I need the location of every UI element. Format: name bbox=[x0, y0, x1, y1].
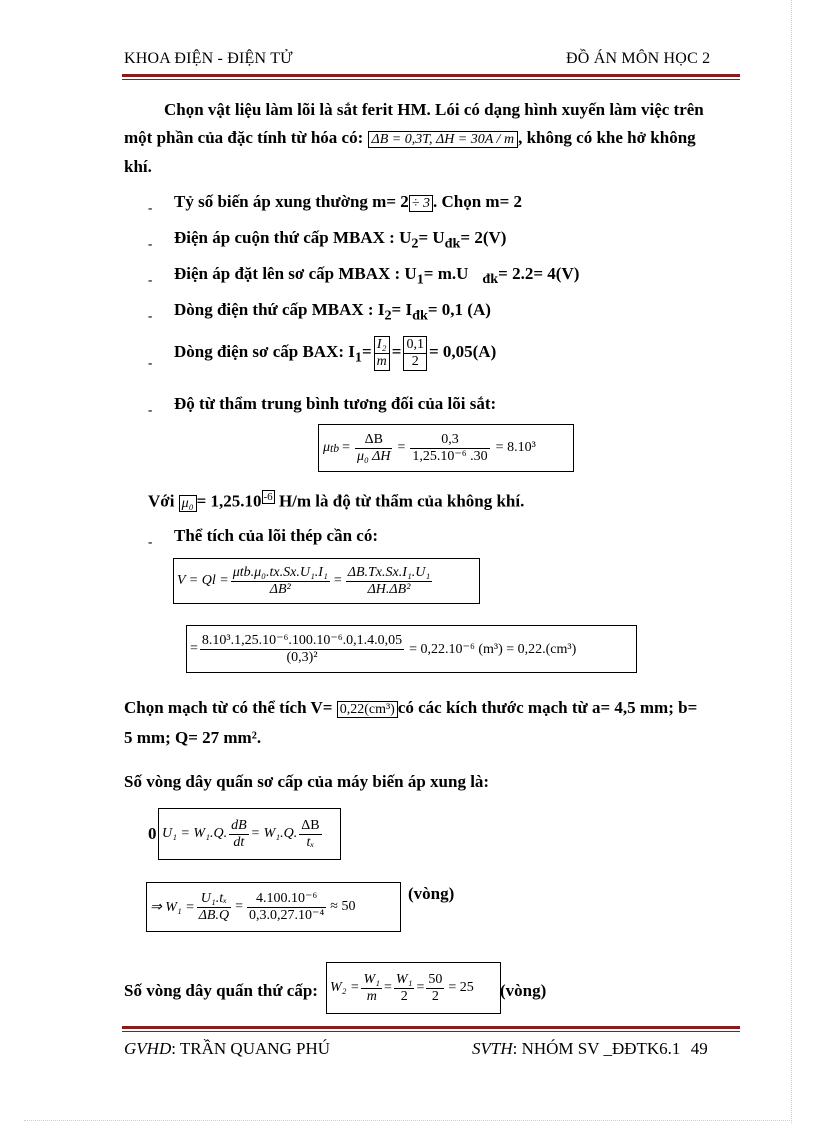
header-right: ĐỒ ÁN MÔN HỌC 2 bbox=[566, 50, 711, 67]
ratio-box: ÷ 3 bbox=[409, 195, 433, 212]
u1-prefix: 0 bbox=[148, 824, 157, 843]
i1-frac-1-den: m bbox=[376, 353, 387, 369]
u1-frac-1 bbox=[229, 818, 249, 851]
i1-eq: = bbox=[361, 342, 372, 361]
intro-line-1: Chọn vật liệu làm lõi là sắt ferit HM. Lói có dạng hình xuyến làm việc trên bbox=[164, 100, 704, 119]
u1-frac-2-den: tₓ bbox=[306, 834, 315, 850]
footer-rule bbox=[122, 1026, 740, 1032]
volume-frac-2-den: ΔH.ΔB² bbox=[367, 581, 411, 597]
volume-calc-num: 8.10³.1,25.10⁻⁶.100.10⁻⁶.0,1.4.0,05 bbox=[201, 632, 403, 648]
w2-frac-3-num: 50 bbox=[428, 971, 443, 987]
bullet-dash: - bbox=[148, 355, 153, 370]
primary-turns-heading: Số vòng dây quấn sơ cấp của máy biến áp xung là: bbox=[124, 772, 490, 791]
mu0-box: μ₀ bbox=[179, 495, 197, 512]
bullet-volume: Thể tích của lõi thép cần có: bbox=[174, 526, 378, 545]
i1-frac-1 bbox=[374, 336, 390, 371]
header-left: KHOA ĐIỆN - ĐIỆN TỬ bbox=[124, 50, 293, 67]
intro-line-2 bbox=[124, 124, 696, 154]
choose-text-a: Chọn mạch từ có thể tích V= bbox=[124, 698, 333, 717]
u2-eq: = U bbox=[418, 228, 445, 247]
bullet-ratio bbox=[174, 188, 522, 218]
volume-frac-1-num: μtb.μ₀.tx.Sx.U₁.I₁ bbox=[232, 564, 328, 580]
bullet-dash: - bbox=[148, 236, 153, 251]
mu-frac-2-den: 1,25.10⁻⁶ .30 bbox=[412, 448, 488, 464]
mu-frac-2 bbox=[410, 432, 489, 465]
i2-text: Dòng điện thứ cấp MBAX : I bbox=[174, 300, 385, 319]
choose-volume-box: 0,22(cm³) bbox=[337, 701, 398, 718]
u1-frac-2 bbox=[299, 818, 321, 851]
intro-text-a: một phần của đặc tính từ hóa có: bbox=[124, 128, 364, 147]
ratio-choice: . Chọn m= 2 bbox=[432, 192, 523, 211]
w2-frac-1-num: W₁ bbox=[363, 971, 381, 987]
mu0-text-c: H/m là độ từ thẩm của không khí. bbox=[278, 491, 525, 511]
w1-lhs: ⇒ W₁ = bbox=[150, 899, 195, 915]
volume-calc-frac bbox=[200, 633, 404, 666]
volume-frac-2 bbox=[346, 565, 433, 598]
mu-frac-1-den: μ₀ ΔH bbox=[357, 448, 391, 464]
i1-sub: 1 bbox=[354, 349, 362, 366]
volume-calc-result: = 0,22.10⁻⁶ (m³) = 0,22.(cm³) bbox=[409, 641, 577, 657]
gvhd-name: : TRẦN QUANG PHÚ bbox=[171, 1039, 331, 1058]
mu-formula-box bbox=[318, 424, 574, 472]
u1-formula-box bbox=[158, 808, 341, 860]
u1-eq: = m.U bbox=[423, 264, 469, 283]
bullet-u1 bbox=[174, 260, 579, 293]
w2-frac-1-den: m bbox=[366, 988, 377, 1004]
w2-formula-box bbox=[326, 962, 501, 1014]
footer-svth bbox=[472, 1039, 708, 1059]
volume-calc-eq: = bbox=[190, 641, 198, 656]
w1-frac-1-den: ΔB.Q bbox=[198, 907, 230, 923]
u2-val: = 2(V) bbox=[460, 228, 507, 247]
bullet-dash: - bbox=[148, 402, 153, 417]
choose-line-1 bbox=[124, 694, 697, 724]
bullet-dash: - bbox=[148, 534, 153, 549]
header-rule bbox=[122, 74, 740, 80]
w2-lhs: W₂ = bbox=[330, 980, 360, 995]
w2-eq2: = bbox=[416, 980, 425, 995]
u1-sub2: đk bbox=[482, 271, 499, 288]
w2-frac-3 bbox=[426, 972, 444, 1005]
u1-eq: = W₁.Q. bbox=[250, 826, 298, 841]
volume-calc-den: (0,3)² bbox=[286, 649, 318, 665]
w1-frac-2 bbox=[247, 891, 326, 924]
mu-frac-2-num: 0,3 bbox=[410, 432, 489, 449]
w1-frac-2-den: 0,3.0,27.10⁻⁴ bbox=[249, 907, 325, 923]
w2-frac-2-den: 2 bbox=[400, 988, 408, 1004]
bullet-dash: - bbox=[148, 272, 153, 287]
choose-text-b: có các kích thước mạch từ a= 4,5 mm; b= bbox=[397, 698, 698, 717]
w1-formula-box bbox=[146, 882, 401, 932]
i2-val: = 0,1 (A) bbox=[427, 300, 491, 319]
w1-frac-1-num: U₁.tₓ bbox=[197, 891, 231, 908]
w2-frac-2 bbox=[394, 972, 415, 1005]
footer-gvhd bbox=[124, 1039, 330, 1059]
w1-unit: (vòng) bbox=[408, 884, 455, 903]
page-number: 49 bbox=[690, 1039, 708, 1058]
mu-result: = 8.10³ bbox=[495, 440, 536, 455]
w2-result: = 25 bbox=[448, 980, 474, 995]
mu-symbol: μ bbox=[323, 440, 331, 455]
i1-val: = 0,05(A) bbox=[428, 342, 497, 361]
bullet-i2 bbox=[174, 296, 491, 329]
w2-eq1: = bbox=[384, 980, 392, 995]
u1-val: = 2.2= 4(V) bbox=[498, 264, 580, 283]
volume-eq: = bbox=[333, 573, 342, 588]
volume-formula-box bbox=[173, 558, 480, 604]
mu-frac-1 bbox=[355, 432, 392, 465]
bullet-dash: - bbox=[148, 308, 153, 323]
i1-frac-2 bbox=[403, 336, 427, 371]
i1-text: Dòng điện sơ cấp BAX: I bbox=[174, 342, 355, 361]
u2-sub: 2 bbox=[411, 235, 419, 252]
mu0-line bbox=[148, 483, 524, 518]
u1-text: Điện áp đặt lên sơ cấp MBAX : U bbox=[174, 264, 417, 283]
volume-frac-2-num: ΔB.Tx.Sx.I₁.U₁ bbox=[347, 564, 431, 580]
volume-frac-1 bbox=[231, 565, 330, 598]
page-border-bottom bbox=[24, 1120, 792, 1121]
u1-frac-1-den: dt bbox=[233, 834, 245, 850]
mu-frac-1-num: ΔB bbox=[355, 432, 392, 449]
u2-text: Điện áp cuộn thứ cấp MBAX : U bbox=[174, 228, 412, 247]
w2-frac-2-num: W₁ bbox=[395, 971, 413, 987]
w1-frac-2-num: 4.100.10⁻⁶ bbox=[247, 891, 326, 908]
mu-eq1: = bbox=[342, 440, 351, 455]
page-border-right bbox=[791, 0, 792, 1123]
i2-sub2: đk bbox=[412, 307, 428, 324]
w2-label: Số vòng dây quấn thứ cấp: bbox=[124, 981, 318, 1000]
mu0-text-b: = 1,25.10 bbox=[196, 491, 262, 511]
u1-lhs: U₁ = W₁.Q. bbox=[162, 826, 228, 841]
svth-name: : NHÓM SV _ĐĐTK6.1 bbox=[512, 1039, 681, 1058]
w1-result: ≈ 50 bbox=[330, 899, 356, 914]
u1-sub: 1 bbox=[416, 271, 424, 288]
w2-frac-1 bbox=[361, 972, 382, 1005]
condition-box: ΔB = 0,3T, ΔH = 30A / m bbox=[368, 131, 519, 148]
bullet-u2 bbox=[174, 224, 506, 257]
mu0-exp-box: -6 bbox=[263, 491, 273, 503]
volume-calc-box bbox=[186, 625, 637, 673]
intro-text-b: , không có khe hở không bbox=[518, 128, 696, 147]
i2-sub: 2 bbox=[384, 307, 392, 324]
u1-frac-1-num: dB bbox=[231, 817, 247, 833]
u1-frac-2-num: ΔB bbox=[301, 817, 320, 833]
mu-sub: tb bbox=[330, 441, 340, 455]
w1-eq: = bbox=[235, 899, 244, 914]
volume-lhs: V = Ql = bbox=[177, 573, 229, 588]
bullet-dash: - bbox=[148, 200, 153, 215]
w2-unit: (vòng) bbox=[500, 981, 547, 1000]
i1-frac-2-den: 2 bbox=[411, 353, 419, 369]
intro-line-3: khí. bbox=[124, 157, 152, 176]
mu0-text-a: Với bbox=[148, 491, 175, 511]
i1-eq2: = bbox=[391, 342, 402, 361]
w2-frac-3-den: 2 bbox=[431, 988, 439, 1004]
i2-eq: = I bbox=[391, 300, 413, 319]
volume-frac-1-den: ΔB² bbox=[269, 581, 291, 597]
w1-frac-1 bbox=[197, 891, 231, 924]
bullet-i1 bbox=[174, 331, 496, 378]
svth-label: SVTH bbox=[472, 1039, 513, 1058]
i1-frac-1-num: I₂ bbox=[375, 337, 389, 354]
gvhd-label: GVHD bbox=[124, 1039, 172, 1058]
mu-eq2: = bbox=[397, 440, 406, 455]
u2-sub2: đk bbox=[444, 235, 461, 252]
choose-line-2: 5 mm; Q= 27 mm². bbox=[124, 728, 262, 747]
ratio-text: Tỷ số biến áp xung thường m= 2 bbox=[174, 192, 409, 211]
bullet-permeability: Độ từ thẩm trung bình tương đối của lõi sắt: bbox=[174, 394, 497, 413]
i1-frac-2-num: 0,1 bbox=[406, 336, 424, 352]
